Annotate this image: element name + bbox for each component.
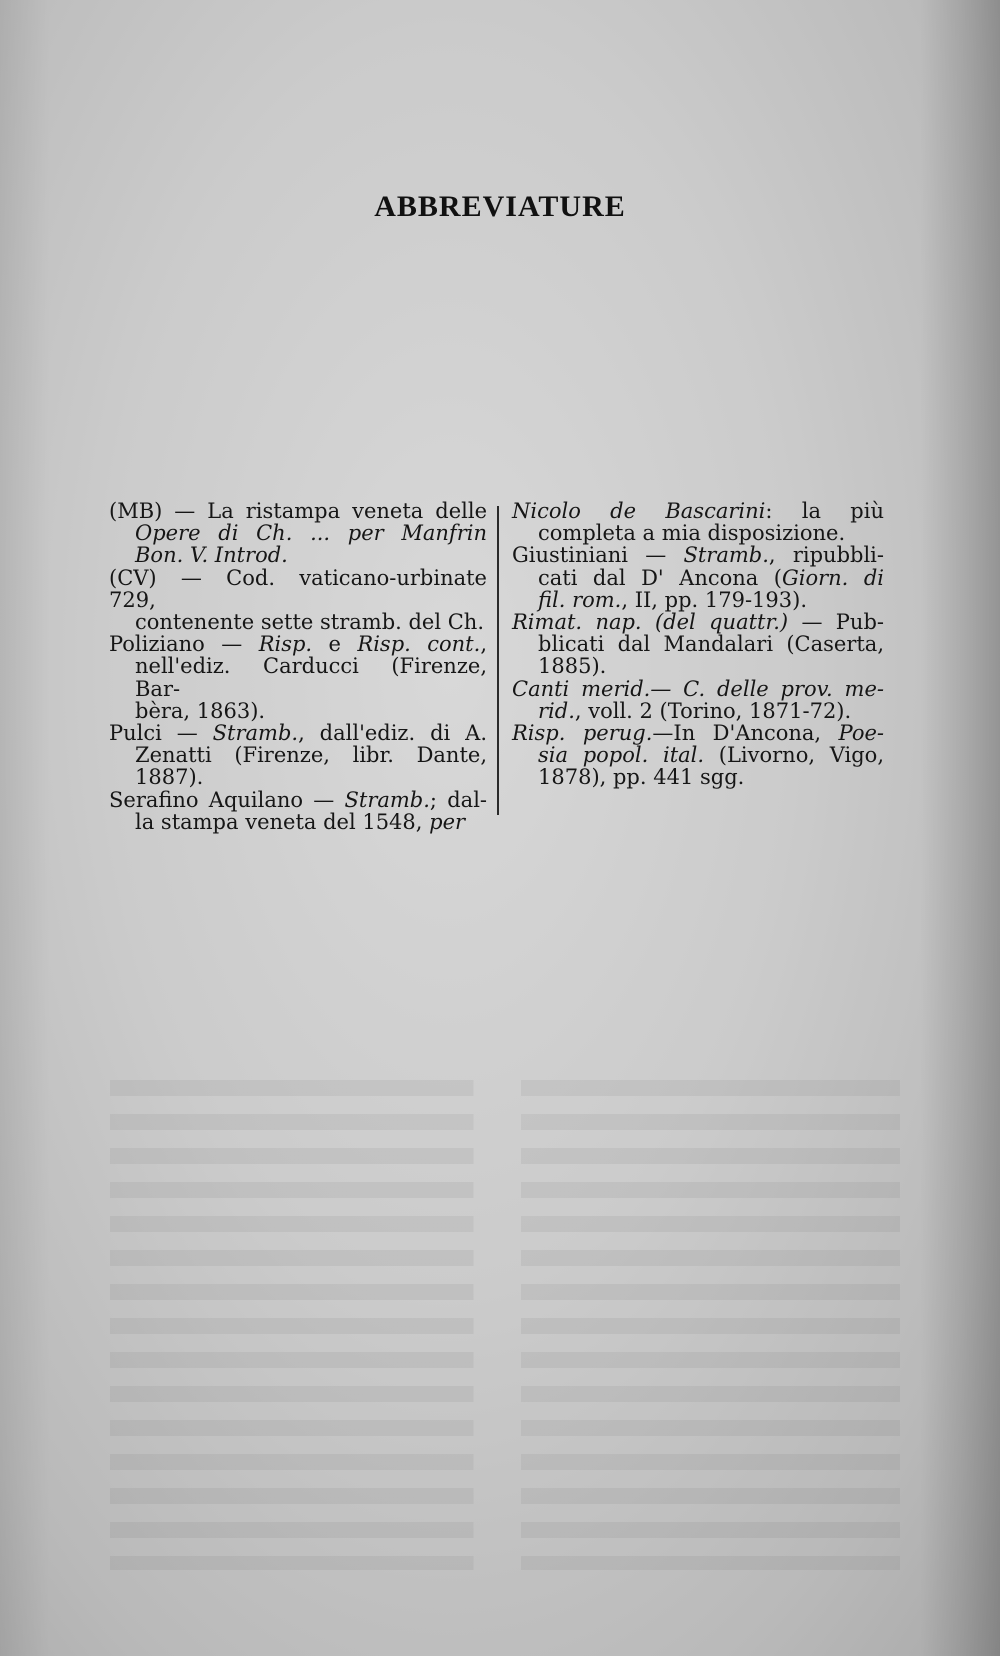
roman-text: — Pub- xyxy=(788,610,884,635)
roman-text: Pulci — xyxy=(109,721,213,746)
roman-text: 1878), pp. 441 sgg. xyxy=(538,765,745,790)
entry-line xyxy=(109,544,487,566)
entry-line xyxy=(109,633,487,655)
entry-line xyxy=(512,722,884,744)
roman-text: Poliziano — xyxy=(109,632,259,657)
italic-text: Stramb. xyxy=(344,787,430,812)
entry-line xyxy=(109,611,487,633)
entry-line xyxy=(512,500,884,522)
abbreviation-entry xyxy=(109,722,487,789)
entry-line xyxy=(512,766,884,788)
entry-line xyxy=(512,678,884,700)
entry-line xyxy=(109,567,487,611)
entry-line xyxy=(109,789,487,811)
roman-text: contenente sette stramb. del Ch. xyxy=(135,610,485,635)
italic-text: per xyxy=(429,809,466,834)
entry-line xyxy=(109,744,487,766)
entry-line xyxy=(512,544,884,566)
abbreviation-entry xyxy=(109,500,487,567)
entry-line xyxy=(109,655,487,699)
entry-line xyxy=(512,611,884,633)
roman-text: 1885). xyxy=(538,654,607,679)
italic-text: Opere di Ch. ... per Manfrin xyxy=(135,521,487,546)
abbreviation-entry xyxy=(512,722,884,789)
roman-text: bèra, 1863). xyxy=(135,698,266,723)
italic-text: Risp. cont. xyxy=(357,632,481,657)
entry-line xyxy=(109,700,487,722)
abbreviation-entry xyxy=(512,544,884,611)
italic-text: Giorn. di xyxy=(781,565,884,590)
italic-text: sia popol. ital. xyxy=(538,743,705,768)
italic-text: Poe- xyxy=(838,721,884,746)
entry-line xyxy=(512,700,884,722)
abbreviation-entry xyxy=(109,567,487,634)
roman-text: la stampa veneta del 1548, xyxy=(135,809,430,834)
entry-line xyxy=(512,567,884,589)
roman-text: ; dal- xyxy=(429,787,488,812)
italic-text: fil. rom. xyxy=(538,587,622,612)
roman-text: completa a mia disposizione. xyxy=(538,521,846,546)
italic-text: rid. xyxy=(538,698,575,723)
entry-line xyxy=(109,766,487,788)
roman-text: , II, pp. 179-193). xyxy=(621,587,808,612)
entry-line xyxy=(512,522,884,544)
abbreviation-entry xyxy=(512,500,884,544)
roman-text: : la più xyxy=(765,499,884,523)
page-title: ABBREVIATURE xyxy=(374,190,626,224)
entry-line xyxy=(109,811,487,833)
roman-text: nell'ediz. Carducci (Firenze, Bar- xyxy=(135,654,487,701)
roman-text: , voll. 2 (Torino, 1871-72). xyxy=(574,698,852,723)
abbreviation-entry xyxy=(512,611,884,678)
italic-text: Risp. perug. xyxy=(512,721,653,746)
page-left-shadow xyxy=(0,0,50,1656)
bleed-through-columns xyxy=(110,1080,900,1570)
entry-line xyxy=(109,500,487,522)
abbreviation-entry xyxy=(512,678,884,722)
roman-text: , dall'ediz. di A. xyxy=(298,721,487,746)
entry-line xyxy=(512,633,884,655)
roman-text: Serafino Aquilano — xyxy=(109,787,345,812)
italic-text: Bon. V. Introd. xyxy=(135,543,288,568)
left-column xyxy=(109,500,487,833)
roman-text: —In D'Ancona, xyxy=(652,721,839,746)
entry-line xyxy=(109,522,487,544)
roman-text: Giustiniani — xyxy=(512,543,684,568)
roman-text: blicati dal Mandalari (Caserta, xyxy=(538,632,884,657)
italic-text: Nicolo de Bascarini xyxy=(512,499,766,523)
italic-text: Stramb. xyxy=(683,543,769,568)
roman-text: e xyxy=(312,632,358,657)
roman-text: (CV) — Cod. vaticano-urbinate 729, xyxy=(109,565,487,612)
column-divider xyxy=(497,506,499,815)
entry-line xyxy=(512,655,884,677)
entry-line xyxy=(512,589,884,611)
italic-text: Rimat. nap. (del quattr.) xyxy=(512,610,789,635)
italic-text: Stramb. xyxy=(212,721,299,746)
roman-text: , xyxy=(480,632,487,657)
entry-line xyxy=(512,744,884,766)
roman-text: (Livorno, Vigo, xyxy=(704,743,884,768)
entry-line xyxy=(109,722,487,744)
italic-text: Risp. xyxy=(258,632,313,657)
italic-text: Canti merid.— C. delle prov. me- xyxy=(512,676,884,701)
roman-text: 1887). xyxy=(135,765,204,790)
roman-text: cati dal D' Ancona ( xyxy=(538,565,782,590)
right-column xyxy=(512,500,884,789)
roman-text: (MB) — La ristampa veneta delle xyxy=(109,499,487,523)
roman-text: Zenatti (Firenze, libr. Dante, xyxy=(135,743,487,768)
roman-text: , ripubbli- xyxy=(768,543,884,568)
page-gutter-shadow xyxy=(920,0,1000,1656)
abbreviation-entry xyxy=(109,633,487,722)
abbreviation-entry xyxy=(109,789,487,833)
